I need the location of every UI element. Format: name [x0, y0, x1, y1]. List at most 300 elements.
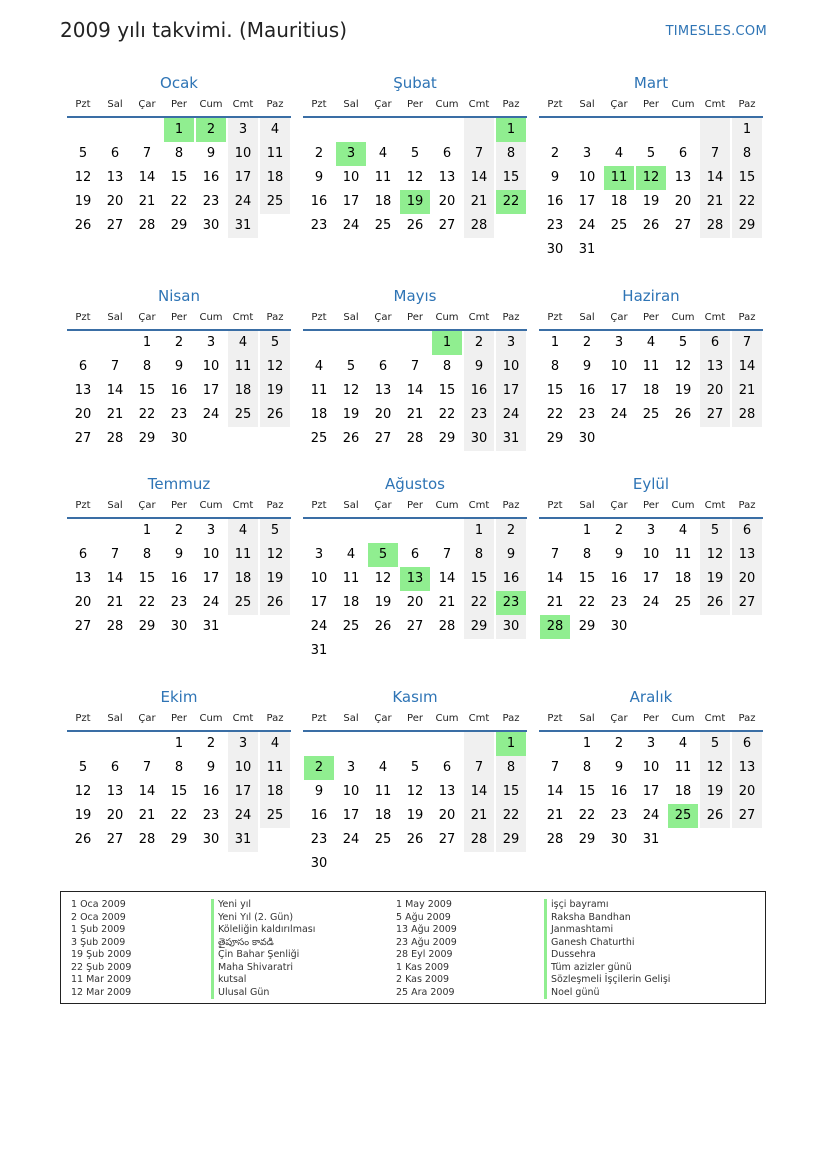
day-cell: 22 — [732, 190, 762, 214]
holiday-date: 12 Mar 2009 — [71, 986, 132, 998]
day-cell: 4 — [228, 519, 258, 543]
weekday-label: Pzt — [311, 713, 327, 724]
day-cell: 21 — [464, 804, 494, 828]
day-cell: 28 — [138, 832, 156, 847]
month-11 — [303, 687, 527, 876]
day-cell: 23 — [578, 407, 596, 422]
day-cell: 12 — [260, 543, 290, 567]
empty-day-cell — [368, 519, 398, 543]
empty-day-cell — [336, 732, 366, 756]
day-cell: 29 — [578, 832, 596, 847]
day-cell: 13 — [732, 543, 762, 567]
day-cell: 28 — [106, 619, 124, 634]
day-cell: 21 — [406, 407, 424, 422]
weekday-label: Cum — [671, 312, 695, 323]
weekday-label: Çar — [610, 500, 628, 511]
day-cell: 6 — [410, 547, 420, 562]
day-cell: 26 — [406, 832, 424, 847]
day-cell: 24 — [202, 407, 220, 422]
weekday-label: Çar — [374, 713, 392, 724]
day-cell: 28 — [438, 619, 456, 634]
day-cell: 2 — [314, 146, 324, 161]
weekday-label: Çar — [610, 713, 628, 724]
holiday-name: Noel günü — [544, 987, 670, 1000]
empty-day-cell — [132, 118, 162, 142]
day-cell: 23 — [202, 808, 220, 823]
day-cell: 26 — [260, 591, 290, 615]
day-cell: 18 — [374, 808, 392, 823]
day-cell: 18 — [374, 194, 392, 209]
day-grid — [67, 519, 291, 639]
day-cell: 18 — [260, 780, 290, 804]
weekday-label: Cum — [435, 99, 459, 110]
brand-link[interactable]: TIMESLES.COM — [665, 24, 767, 39]
day-cell: 19 — [406, 808, 424, 823]
day-cell: 8 — [142, 359, 152, 374]
month-3 — [539, 73, 763, 262]
day-cell: 21 — [138, 194, 156, 209]
day-cell: 30 — [610, 619, 628, 634]
day-cell: 14 — [138, 170, 156, 185]
day-cell: 29 — [170, 218, 188, 233]
empty-day-cell — [100, 732, 130, 756]
day-cell: 17 — [228, 166, 258, 190]
weekday-label: Paz — [738, 500, 756, 511]
day-cell: 6 — [732, 519, 762, 543]
day-cell: 22 — [138, 407, 156, 422]
day-cell: 5 — [410, 760, 420, 775]
weekday-label: Cmt — [704, 99, 726, 110]
day-cell: 10 — [228, 756, 258, 780]
day-cell: 1 — [142, 523, 152, 538]
day-cell: 20 — [106, 808, 124, 823]
day-cell: 30 — [310, 856, 328, 871]
day-cell: 2 — [496, 519, 526, 543]
day-cell: 9 — [464, 355, 494, 379]
day-cell: 26 — [74, 218, 92, 233]
weekday-label: Per — [643, 713, 659, 724]
day-cell: 16 — [464, 379, 494, 403]
empty-day-cell — [368, 331, 398, 355]
day-cell: 24 — [578, 218, 596, 233]
day-cell: 9 — [582, 359, 592, 374]
weekday-label: Paz — [266, 99, 284, 110]
day-cell: 12 — [636, 166, 666, 190]
day-cell: 9 — [614, 547, 624, 562]
empty-day-cell — [304, 732, 334, 756]
holiday-date: 22 Şub 2009 — [71, 961, 132, 973]
day-cell: 15 — [578, 571, 596, 586]
day-cell: 4 — [678, 736, 688, 751]
weekday-label: Per — [171, 99, 187, 110]
day-cell: 5 — [346, 359, 356, 374]
day-cell: 13 — [732, 756, 762, 780]
holiday-date: 1 Oca 2009 — [71, 899, 126, 910]
weekday-header — [67, 710, 291, 732]
day-cell: 31 — [228, 828, 258, 852]
weekday-header — [539, 309, 763, 331]
weekday-label: Paz — [266, 713, 284, 724]
day-cell: 12 — [406, 170, 424, 185]
day-cell: 14 — [438, 571, 456, 586]
day-cell: 24 — [642, 808, 660, 823]
day-cell: 23 — [170, 407, 188, 422]
day-cell: 26 — [700, 804, 730, 828]
holiday-name: Maha Shivaratri — [211, 962, 315, 975]
holiday-name: kutsal — [211, 974, 315, 987]
day-cell: 23 — [170, 595, 188, 610]
day-cell: 17 — [578, 194, 596, 209]
weekday-label: Cum — [435, 713, 459, 724]
holiday-date: 11 Mar 2009 — [71, 974, 132, 985]
day-cell: 1 — [142, 335, 152, 350]
weekday-label: Cmt — [232, 99, 254, 110]
legend-dates-col-1 — [71, 899, 131, 999]
day-cell: 1 — [164, 118, 194, 142]
day-cell: 6 — [78, 547, 88, 562]
day-cell: 5 — [410, 146, 420, 161]
day-cell: 17 — [202, 383, 220, 398]
day-cell: 1 — [496, 118, 526, 142]
day-cell: 30 — [578, 431, 596, 446]
empty-day-cell — [400, 519, 430, 543]
holiday-date: 1 Kas 2009 — [396, 961, 450, 973]
day-cell: 24 — [342, 218, 360, 233]
day-cell: 19 — [674, 383, 692, 398]
holiday-name: Raksha Bandhan — [544, 912, 670, 925]
day-cell: 16 — [546, 194, 564, 209]
month-12 — [539, 687, 763, 852]
day-cell: 5 — [260, 331, 290, 355]
weekday-label: Cmt — [704, 500, 726, 511]
month-name: Şubat — [393, 74, 437, 92]
day-cell: 9 — [496, 543, 526, 567]
day-cell: 4 — [678, 523, 688, 538]
day-cell: 24 — [202, 595, 220, 610]
day-cell: 8 — [174, 760, 184, 775]
month-9 — [539, 474, 763, 639]
day-cell: 18 — [228, 567, 258, 591]
day-cell: 11 — [374, 784, 392, 799]
day-cell: 5 — [700, 732, 730, 756]
day-cell: 25 — [610, 218, 628, 233]
weekday-label: Sal — [579, 713, 595, 724]
day-cell: 13 — [438, 170, 456, 185]
day-cell: 16 — [496, 567, 526, 591]
holiday-name: Köleliğin kaldırılması — [211, 924, 315, 937]
day-grid — [67, 118, 291, 238]
weekday-header — [303, 96, 527, 118]
weekday-label: Pzt — [75, 99, 91, 110]
day-cell: 16 — [170, 571, 188, 586]
day-cell: 5 — [646, 146, 656, 161]
day-cell: 25 — [342, 619, 360, 634]
day-cell: 7 — [410, 359, 420, 374]
day-cell: 9 — [314, 784, 324, 799]
day-cell: 16 — [610, 784, 628, 799]
weekday-label: Pzt — [311, 500, 327, 511]
day-cell: 21 — [546, 595, 564, 610]
day-cell: 3 — [228, 118, 258, 142]
holiday-legend — [60, 891, 766, 1004]
day-cell: 29 — [170, 832, 188, 847]
weekday-header — [67, 96, 291, 118]
day-cell: 14 — [732, 355, 762, 379]
weekday-label: Cmt — [232, 312, 254, 323]
holiday-date: 2 Kas 2009 — [396, 974, 450, 985]
day-cell: 25 — [668, 804, 698, 828]
month-name: Nisan — [158, 287, 200, 305]
weekday-label: Sal — [107, 99, 123, 110]
day-cell: 21 — [732, 379, 762, 403]
day-cell: 10 — [642, 547, 660, 562]
weekday-label: Per — [643, 312, 659, 323]
day-cell: 7 — [732, 331, 762, 355]
day-cell: 26 — [74, 832, 92, 847]
day-cell: 14 — [106, 571, 124, 586]
day-cell: 10 — [578, 170, 596, 185]
day-cell: 20 — [374, 407, 392, 422]
day-cell: 7 — [464, 756, 494, 780]
day-cell: 4 — [260, 732, 290, 756]
page-title: 2009 yılı takvimi. (Mauritius) — [60, 18, 348, 42]
day-cell: 27 — [74, 619, 92, 634]
day-cell: 11 — [260, 756, 290, 780]
day-cell: 20 — [732, 567, 762, 591]
weekday-label: Cmt — [468, 312, 490, 323]
day-cell: 7 — [110, 359, 120, 374]
day-cell: 12 — [674, 359, 692, 374]
weekday-label: Pzt — [311, 99, 327, 110]
day-cell: 26 — [700, 591, 730, 615]
empty-day-cell — [132, 732, 162, 756]
day-cell: 6 — [700, 331, 730, 355]
day-cell: 28 — [138, 218, 156, 233]
weekday-label: Per — [407, 713, 423, 724]
day-cell: 23 — [610, 808, 628, 823]
weekday-label: Cum — [199, 500, 223, 511]
empty-day-cell — [540, 732, 570, 756]
day-cell: 31 — [496, 427, 526, 451]
day-cell: 11 — [604, 166, 634, 190]
day-cell: 19 — [74, 808, 92, 823]
day-cell: 27 — [74, 431, 92, 446]
day-cell: 10 — [228, 142, 258, 166]
day-cell: 10 — [496, 355, 526, 379]
day-cell: 2 — [464, 331, 494, 355]
day-cell: 3 — [646, 523, 656, 538]
day-cell: 7 — [142, 146, 152, 161]
day-cell: 19 — [342, 407, 360, 422]
month-4 — [67, 286, 291, 451]
day-cell: 8 — [496, 756, 526, 780]
day-cell: 19 — [700, 780, 730, 804]
day-cell: 15 — [170, 784, 188, 799]
legend-names-col-2 — [544, 899, 670, 999]
day-cell: 11 — [342, 571, 360, 586]
weekday-label: Paz — [502, 99, 520, 110]
day-cell: 24 — [228, 804, 258, 828]
day-cell: 19 — [400, 190, 430, 214]
holiday-name: Yeni yıl — [211, 899, 315, 912]
empty-day-cell — [432, 118, 462, 142]
day-cell: 6 — [678, 146, 688, 161]
empty-day-cell — [304, 519, 334, 543]
holiday-date: 23 Ağu 2009 — [396, 936, 457, 948]
weekday-label: Sal — [107, 312, 123, 323]
day-cell: 6 — [732, 732, 762, 756]
day-cell: 26 — [674, 407, 692, 422]
day-cell: 29 — [138, 431, 156, 446]
weekday-label: Per — [407, 500, 423, 511]
day-cell: 14 — [700, 166, 730, 190]
weekday-label: Paz — [266, 312, 284, 323]
day-cell: 21 — [700, 190, 730, 214]
day-cell: 31 — [642, 832, 660, 847]
day-cell: 8 — [174, 146, 184, 161]
day-cell: 25 — [260, 190, 290, 214]
day-cell: 17 — [342, 808, 360, 823]
weekday-label: Çar — [374, 500, 392, 511]
day-cell: 14 — [464, 780, 494, 804]
day-cell: 29 — [438, 431, 456, 446]
day-cell: 25 — [674, 595, 692, 610]
day-cell: 23 — [496, 591, 526, 615]
weekday-header — [303, 497, 527, 519]
weekday-label: Sal — [107, 713, 123, 724]
day-cell: 5 — [260, 519, 290, 543]
day-cell: 3 — [206, 335, 216, 350]
day-cell: 19 — [642, 194, 660, 209]
month-name: Mart — [633, 74, 669, 92]
month-6 — [539, 286, 763, 451]
weekday-label: Per — [171, 713, 187, 724]
weekday-label: Çar — [610, 99, 628, 110]
day-cell: 7 — [464, 142, 494, 166]
day-cell: 10 — [342, 170, 360, 185]
empty-day-cell — [700, 118, 730, 142]
weekday-label: Çar — [138, 500, 156, 511]
day-cell: 25 — [260, 804, 290, 828]
weekday-label: Paz — [502, 312, 520, 323]
weekday-label: Cum — [435, 312, 459, 323]
day-cell: 30 — [202, 218, 220, 233]
empty-day-cell — [68, 331, 98, 355]
legend-dates-col-2 — [396, 899, 457, 999]
empty-day-cell — [68, 519, 98, 543]
weekday-label: Cum — [199, 312, 223, 323]
day-grid — [67, 331, 291, 451]
day-cell: 8 — [496, 142, 526, 166]
day-cell: 29 — [546, 431, 564, 446]
day-cell: 2 — [174, 523, 184, 538]
day-cell: 5 — [700, 519, 730, 543]
day-cell: 18 — [674, 571, 692, 586]
weekday-label: Sal — [343, 500, 359, 511]
month-name: Haziran — [622, 287, 680, 305]
day-cell: 3 — [314, 547, 324, 562]
day-cell: 22 — [170, 808, 188, 823]
day-cell: 11 — [642, 359, 660, 374]
weekday-label: Pzt — [75, 500, 91, 511]
day-cell: 20 — [406, 595, 424, 610]
day-cell: 1 — [732, 118, 762, 142]
month-name: Kasım — [392, 688, 438, 706]
day-cell: 29 — [464, 615, 494, 639]
day-cell: 2 — [174, 335, 184, 350]
day-cell: 31 — [578, 242, 596, 257]
empty-day-cell — [100, 118, 130, 142]
day-cell: 6 — [78, 359, 88, 374]
day-cell: 18 — [674, 784, 692, 799]
day-cell: 23 — [202, 194, 220, 209]
empty-day-cell — [68, 118, 98, 142]
day-cell: 15 — [578, 784, 596, 799]
month-name: Temmuz — [147, 475, 211, 493]
day-cell: 31 — [228, 214, 258, 238]
day-cell: 6 — [442, 146, 452, 161]
weekday-label: Cmt — [468, 713, 490, 724]
day-cell: 17 — [610, 383, 628, 398]
day-cell: 24 — [342, 832, 360, 847]
day-cell: 22 — [496, 190, 526, 214]
day-grid — [303, 519, 527, 663]
empty-day-cell — [432, 519, 462, 543]
day-cell: 15 — [138, 383, 156, 398]
day-grid — [303, 118, 527, 238]
day-cell: 21 — [138, 808, 156, 823]
holiday-date: 28 Eyl 2009 — [396, 949, 453, 960]
weekday-label: Cmt — [704, 713, 726, 724]
day-cell: 2 — [614, 736, 624, 751]
day-cell: 4 — [646, 335, 656, 350]
weekday-label: Per — [643, 500, 659, 511]
day-cell: 16 — [310, 808, 328, 823]
weekday-label: Cmt — [232, 500, 254, 511]
weekday-label: Çar — [138, 99, 156, 110]
day-cell: 22 — [464, 591, 494, 615]
month-name: Ocak — [160, 74, 198, 92]
day-cell: 29 — [138, 619, 156, 634]
empty-day-cell — [336, 519, 366, 543]
weekday-header — [303, 309, 527, 331]
day-cell: 24 — [642, 595, 660, 610]
day-cell: 19 — [260, 379, 290, 403]
month-name: Ekim — [160, 688, 198, 706]
empty-day-cell — [100, 519, 130, 543]
holiday-date: 5 Ağu 2009 — [396, 911, 451, 923]
day-grid — [539, 732, 763, 852]
weekday-label: Pzt — [547, 500, 563, 511]
day-cell: 25 — [642, 407, 660, 422]
day-cell: 18 — [310, 407, 328, 422]
weekday-label: Sal — [343, 713, 359, 724]
day-cell: 12 — [374, 571, 392, 586]
day-cell: 31 — [310, 643, 328, 658]
day-cell: 20 — [106, 194, 124, 209]
day-cell: 30 — [170, 431, 188, 446]
legend-names-col-1 — [211, 899, 315, 999]
day-cell: 19 — [74, 194, 92, 209]
day-cell: 10 — [610, 359, 628, 374]
weekday-label: Çar — [138, 312, 156, 323]
day-cell: 24 — [610, 407, 628, 422]
day-cell: 12 — [406, 784, 424, 799]
day-grid — [303, 732, 527, 876]
day-cell: 9 — [174, 359, 184, 374]
empty-day-cell — [432, 732, 462, 756]
day-cell: 17 — [496, 379, 526, 403]
